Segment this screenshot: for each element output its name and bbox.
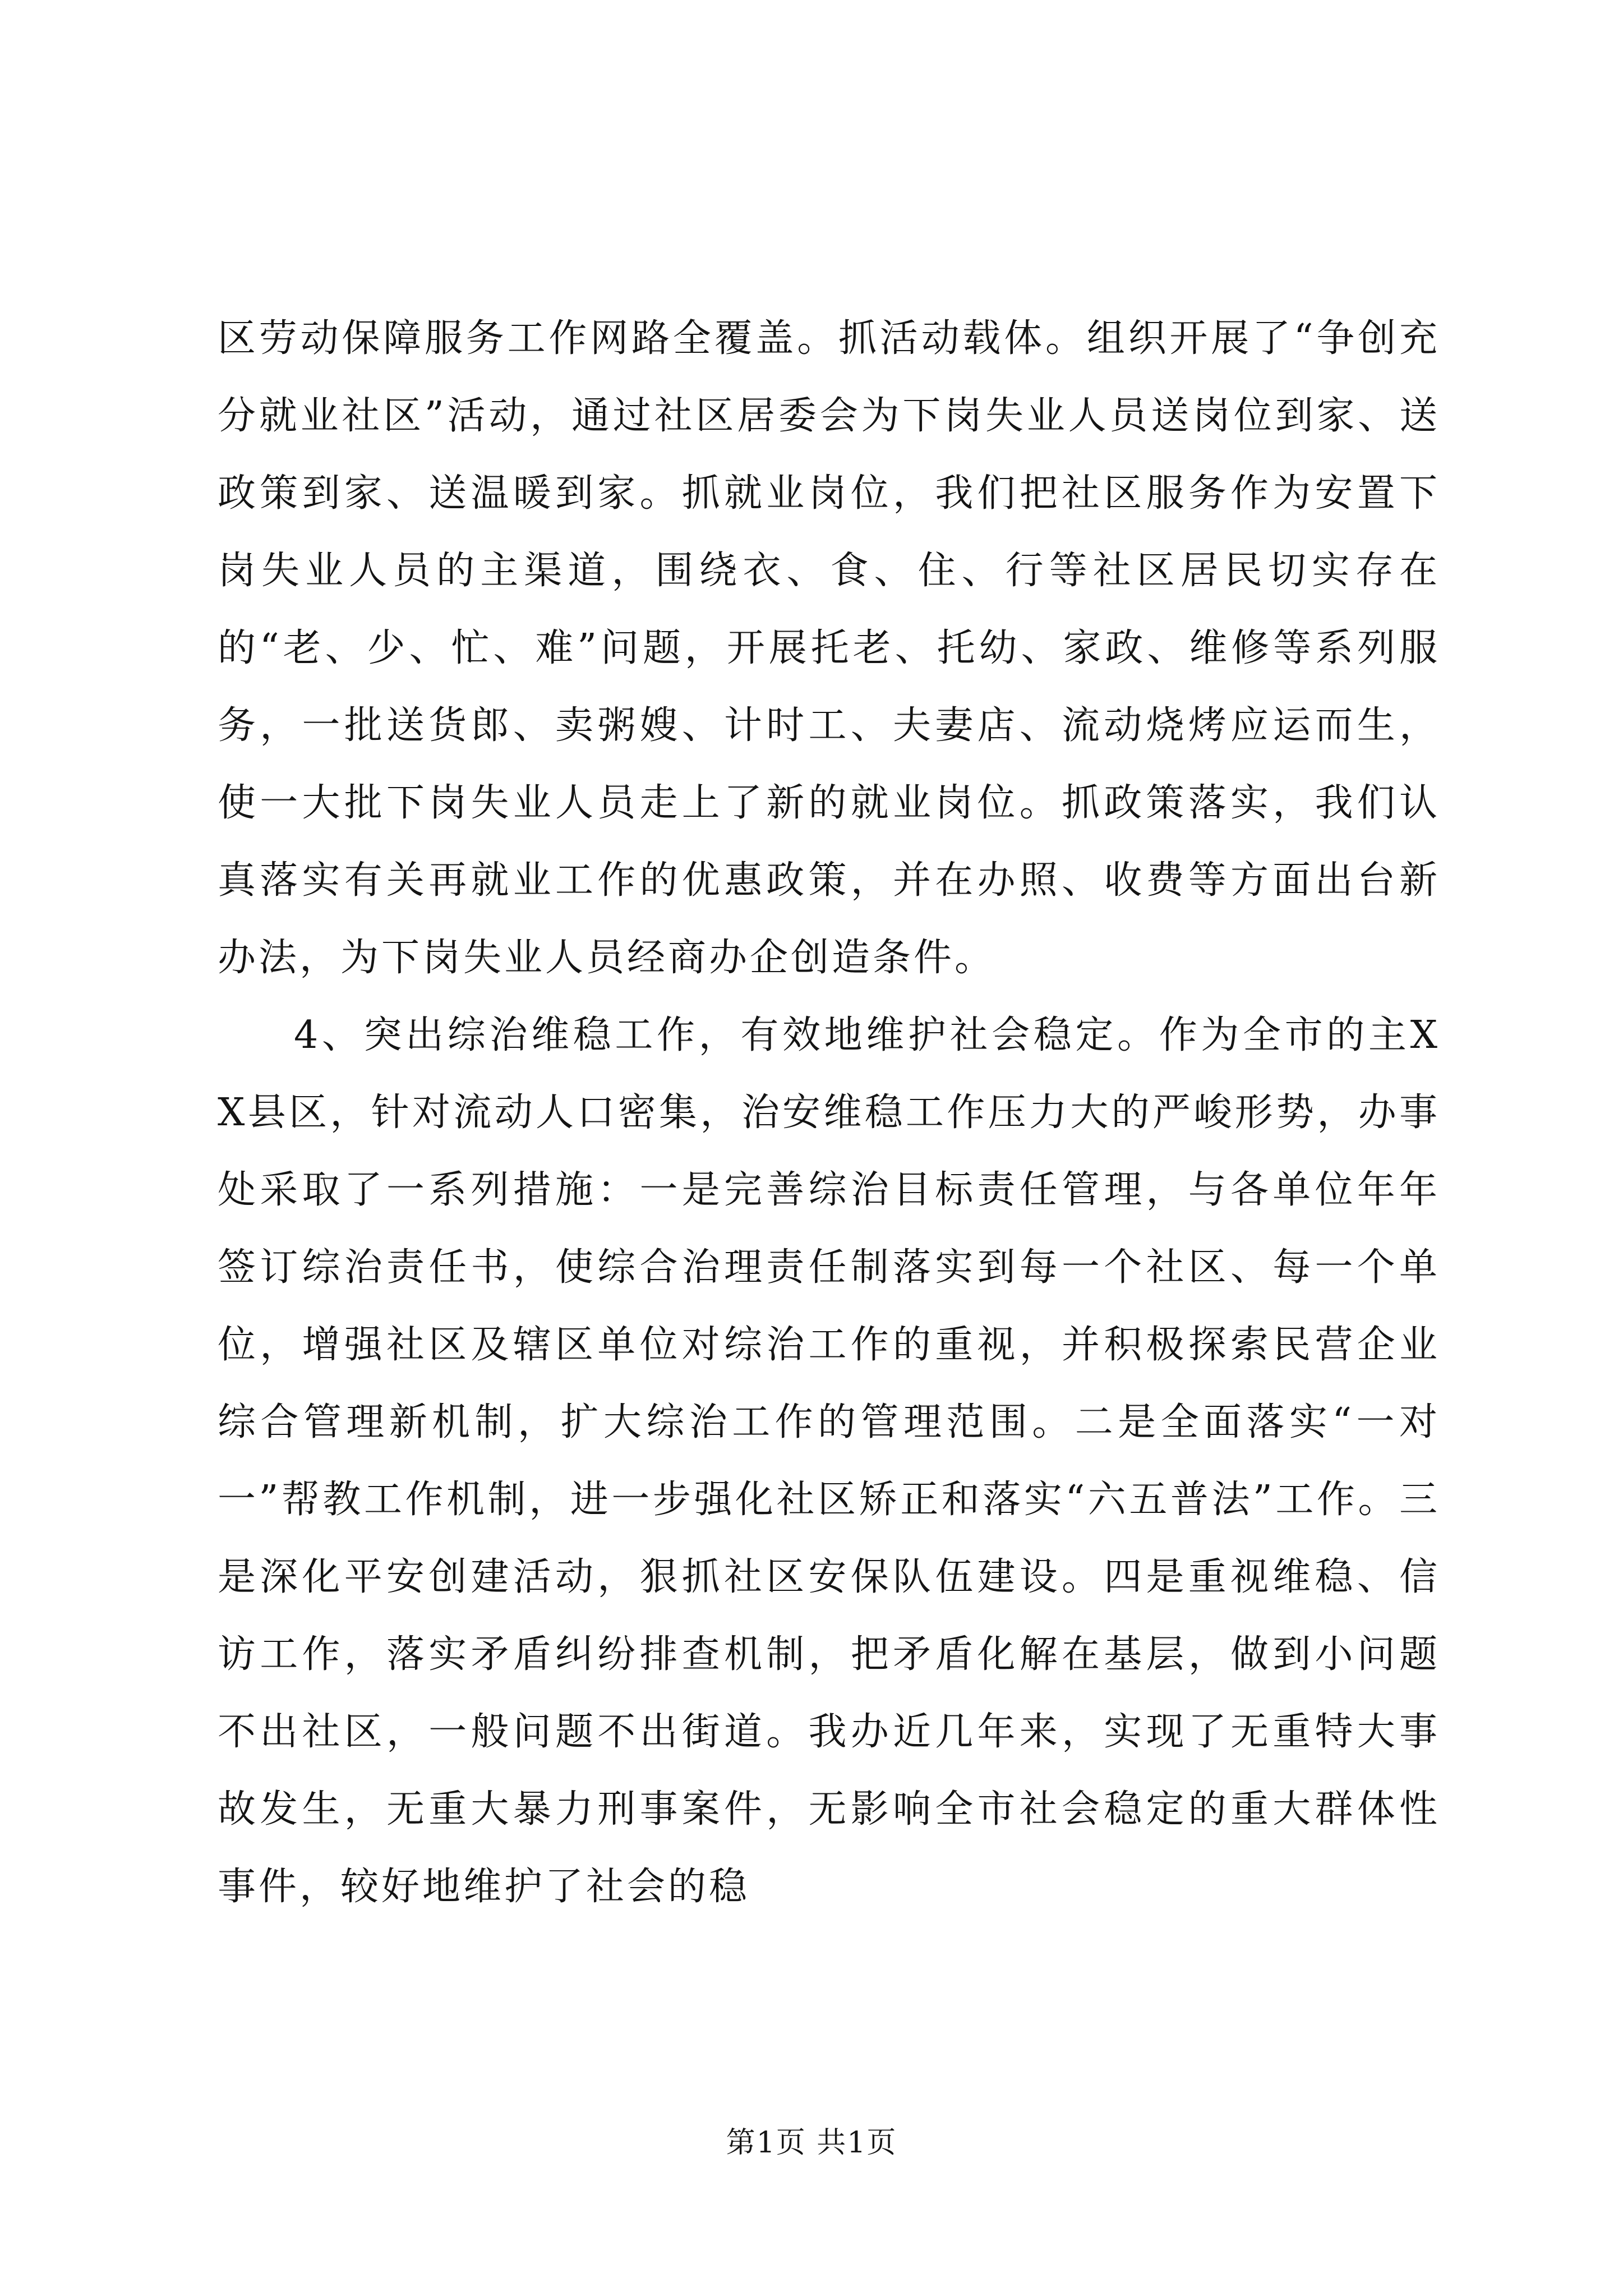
- paragraph-2: 4、突出综治维稳工作，有效地维护社会稳定。作为全市的主XX县区，针对流动人口密集，治安维稳工作压力大的严峻形势，办事处采取了一系列措施：一是完善综治目标责任管理，与各单位年年签订综治责任书，使综合治理责任制落实到每一个社区、每一个单位，增强社区及辖区单位对综治工作的重视，并积极探索民营企业综合管理新机制，扩大综治工作的管理范围。二是全面落实“一对一”帮教工作机制，进一步强化社区矫正和落实“六五普法”工作。三是深化平安创建活动，狠抓社区安保队伍建设。四是重视维稳、信访工作，落实矛盾纠纷排查机制，把矛盾化解在基层，做到小问题不出社区，一般问题不出街道。我办近几年来，实现了无重特大事故发生，无重大暴力刑事案件，无影响全市社会稳定的重大群体性事件，较好地维护了社会的稳: [218, 1013, 1440, 1909]
- paragraph-1: 区劳动保障服务工作网路全覆盖。抓活动载体。组织开展了“争创充分就业社区”活动，通过社区居委会为下岗失业人员送岗位到家、送政策到家、送温暖到家。抓就业岗位，我们把社区服务作为安置下岗失业人员的主渠道，围绕衣、食、住、行等社区居民切实存在的“老、少、忙、难”问题，开展托老、托幼、家政、维修等系列服务，一批送货郎、卖粥嫂、计时工、夫妻店、流动烧烤应运而生，使一大批下岗失业人员走上了新的就业岗位。抓政策落实，我们认真落实有关再就业工作的优惠政策，并在办照、收费等方面出台新办法，为下岗失业人员经商办企创造条件。: [218, 316, 1440, 980]
- body-text: [218, 300, 1440, 1926]
- page-footer: 第1页 共1页: [726, 2126, 897, 2160]
